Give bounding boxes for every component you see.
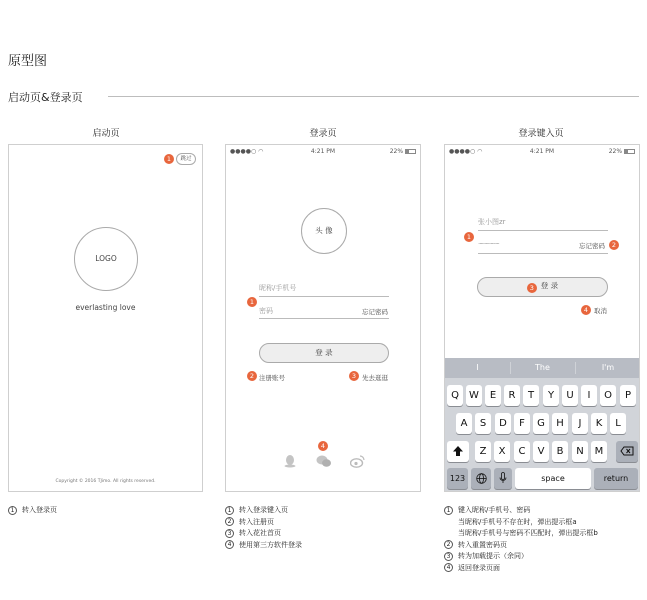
copyright-text: Copyright © 2016 TJimo. All rights reserved.	[55, 479, 156, 484]
note-number: 3	[225, 529, 234, 538]
login-button[interactable]: 登 录	[259, 343, 389, 363]
key-m[interactable]: M	[591, 441, 607, 462]
suggestion-1[interactable]: I	[476, 363, 479, 372]
section-title: 启动页&登录页	[8, 91, 83, 104]
battery-icon	[405, 149, 416, 154]
note-item	[225, 528, 302, 540]
battery-status	[609, 148, 635, 155]
logo: LOGO	[74, 227, 138, 291]
key-k[interactable]: K	[591, 413, 607, 434]
note-number: 1	[444, 506, 453, 515]
note-text: 当昵称/手机号与密码不匹配时，弹出提示框b	[458, 529, 598, 537]
key-f[interactable]: F	[514, 413, 530, 434]
note-subitem	[444, 517, 598, 529]
key-v[interactable]: V	[533, 441, 549, 462]
key-q[interactable]: Q	[447, 385, 463, 406]
note-number: 1	[225, 506, 234, 515]
key-y[interactable]: Y	[543, 385, 559, 406]
login-input-notes	[444, 505, 598, 574]
login-button[interactable]	[477, 277, 608, 297]
status-time: 4:21 PM	[310, 148, 336, 155]
note-text: 转入登录页	[22, 506, 57, 514]
login-phone-frame	[225, 144, 421, 492]
key-w[interactable]: W	[466, 385, 482, 406]
note-text: 转入注册页	[239, 517, 274, 526]
key-t[interactable]: T	[523, 385, 539, 406]
keyboard	[445, 358, 640, 492]
password-underline	[259, 318, 389, 319]
key-z[interactable]: Z	[475, 441, 491, 462]
key-j[interactable]: J	[572, 413, 588, 434]
login-input-screen-title: 登录键入页	[518, 129, 564, 139]
avatar[interactable]: 头 像	[301, 208, 347, 254]
key-r[interactable]: R	[504, 385, 520, 406]
note-item	[444, 540, 598, 552]
note-text: 转为加载提示（余同）	[458, 552, 528, 560]
note-item	[444, 505, 598, 517]
numbers-key[interactable]: 123	[447, 468, 468, 489]
backspace-icon	[620, 446, 634, 456]
mic-key[interactable]	[494, 468, 512, 489]
key-h[interactable]: H	[552, 413, 568, 434]
splash-phone-frame	[8, 144, 203, 492]
battery-percent: 22%	[608, 148, 623, 155]
username-underline	[259, 296, 389, 297]
note-number: 3	[444, 552, 453, 561]
key-d[interactable]: D	[495, 413, 511, 434]
suggestion-2[interactable]: The	[535, 363, 550, 372]
note-item	[444, 563, 598, 575]
key-u[interactable]: U	[562, 385, 578, 406]
annotation-marker: 1	[247, 297, 257, 307]
battery-icon	[624, 149, 635, 154]
login-screen-title: 登录页	[309, 129, 337, 139]
splash-notes	[8, 505, 57, 517]
key-c[interactable]: C	[514, 441, 530, 462]
backspace-key[interactable]	[616, 441, 638, 462]
status-bar	[226, 145, 420, 159]
skip-button[interactable]: 跳过	[176, 153, 196, 165]
register-link[interactable]: 注册账号	[259, 374, 285, 382]
key-a[interactable]: A	[456, 413, 472, 434]
forgot-password-link[interactable]: 忘记密码	[579, 242, 605, 250]
password-underline	[478, 253, 608, 254]
note-text: 使用第三方软件登录	[239, 540, 302, 549]
space-key[interactable]: space	[515, 468, 591, 489]
note-number: 2	[444, 540, 453, 549]
forgot-password-link[interactable]: 忘记密码	[362, 308, 388, 316]
note-text: 返回登录页面	[458, 563, 500, 572]
note-number: 4	[444, 563, 453, 572]
note-item	[444, 551, 598, 563]
status-bar	[445, 145, 639, 159]
note-text: 转入登录键入页	[239, 506, 288, 514]
key-x[interactable]: X	[494, 441, 510, 462]
shift-icon	[452, 445, 464, 457]
cancel-link[interactable]: 取消	[594, 307, 607, 315]
status-time: 4:21 PM	[529, 148, 555, 155]
signal-icon: ●●●●○ ◠	[230, 148, 264, 155]
annotation-marker: 3	[527, 283, 537, 293]
qq-icon[interactable]	[283, 454, 297, 468]
note-text: 键入昵称/手机号、密码	[458, 506, 531, 514]
login-button-label: 登 录	[540, 281, 559, 290]
shift-key[interactable]	[447, 441, 469, 462]
note-text: 转入重置密码页	[458, 540, 507, 549]
username-underline	[478, 230, 608, 231]
login-input-phone-frame	[444, 144, 640, 492]
key-g[interactable]: G	[533, 413, 549, 434]
annotation-marker: 3	[349, 371, 359, 381]
key-p[interactable]: P	[620, 385, 636, 406]
globe-key[interactable]	[471, 468, 491, 489]
return-key[interactable]: return	[594, 468, 638, 489]
note-number: 2	[225, 517, 234, 526]
microphone-icon	[499, 472, 507, 484]
section-divider	[108, 96, 639, 97]
note-subitem	[444, 528, 598, 540]
login-notes	[225, 505, 302, 551]
annotation-marker: 1	[164, 154, 174, 164]
splash-screen-title: 启动页	[92, 129, 120, 139]
globe-icon	[476, 473, 487, 484]
signal-icon: ●●●●○ ◠	[449, 148, 483, 155]
browse-link[interactable]: 先去逛逛	[362, 374, 388, 382]
key-b[interactable]: B	[552, 441, 568, 462]
key-i[interactable]: I	[581, 385, 597, 406]
key-o[interactable]: O	[600, 385, 616, 406]
annotation-marker: 4	[581, 305, 591, 315]
note-text: 当昵称/手机号不存在时，弹出提示框a	[458, 517, 577, 526]
key-e[interactable]: E	[485, 385, 501, 406]
weibo-icon[interactable]	[350, 454, 365, 468]
note-number: 4	[225, 540, 234, 549]
tagline: everlasting love	[75, 303, 136, 312]
annotation-marker: 4	[318, 441, 328, 451]
note-number: 1	[8, 506, 17, 515]
note-item	[225, 505, 302, 517]
battery-status	[390, 148, 416, 155]
suggestion-3[interactable]: I'm	[601, 363, 615, 372]
page-title: 原型图	[8, 54, 48, 69]
note-item	[225, 540, 302, 552]
username-field[interactable]: 张小图zr	[478, 218, 506, 226]
password-field[interactable]: 密码	[259, 307, 273, 315]
key-n[interactable]: N	[572, 441, 588, 462]
key-s[interactable]: S	[475, 413, 491, 434]
key-l[interactable]: L	[610, 413, 626, 434]
wechat-icon[interactable]	[316, 454, 332, 468]
password-field[interactable]: ·················	[478, 240, 499, 248]
battery-percent: 22%	[389, 148, 404, 155]
annotation-marker: 2	[609, 240, 619, 250]
annotation-marker: 2	[247, 371, 257, 381]
note-item	[8, 505, 57, 517]
note-item	[225, 517, 302, 529]
note-text: 转入花社首页	[239, 529, 281, 537]
annotation-marker: 1	[464, 232, 474, 242]
username-field[interactable]: 昵称/手机号	[259, 284, 297, 292]
